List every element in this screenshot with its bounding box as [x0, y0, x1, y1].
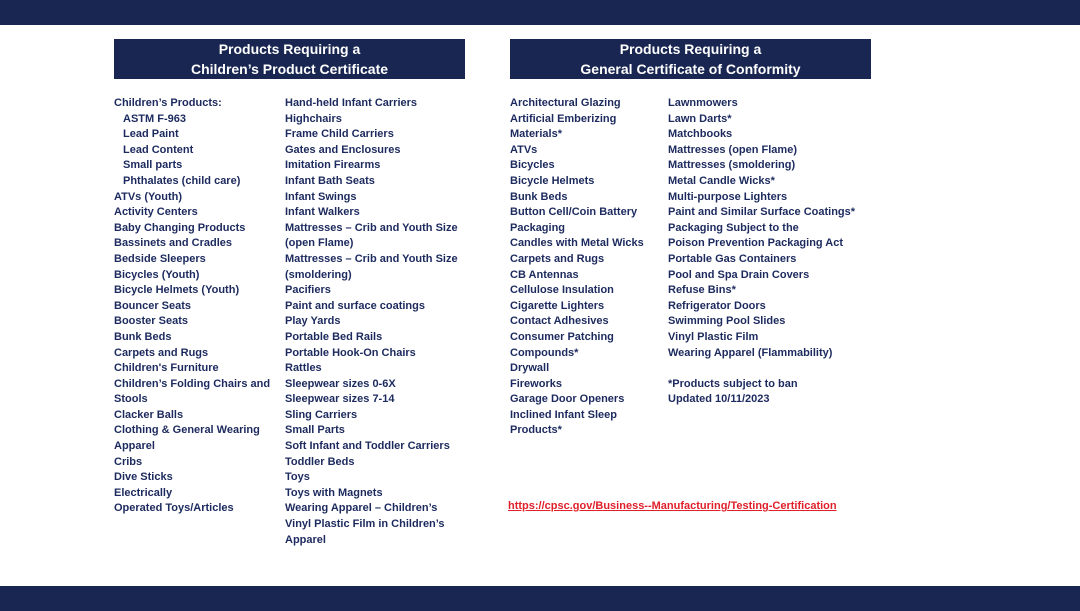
- list-item: Gates and Enclosures: [285, 143, 401, 156]
- list-item: Wearing Apparel – Children’s: [285, 502, 438, 515]
- list-item: Portable Hook-On Chairs: [285, 346, 416, 359]
- list-item: Infant Bath Seats: [285, 174, 375, 187]
- list-item: Infant Swings: [285, 190, 357, 203]
- ban-note: *Products subject to ban: [668, 377, 798, 390]
- list-item: Garage Door Openers: [510, 393, 625, 406]
- list-item: Clacker Balls: [114, 408, 184, 421]
- list-item: Pool and Spa Drain Covers: [668, 268, 810, 281]
- gcc-products-list-column-1: [510, 96, 660, 439]
- list-item: Lead Content: [123, 143, 194, 156]
- list-item: Bunk Beds: [510, 190, 568, 203]
- list-item: Bicycles (Youth): [114, 268, 200, 281]
- list-item: Contact Adhesives: [510, 315, 609, 328]
- list-item: Matchbooks: [668, 128, 733, 141]
- list-item: Small parts: [123, 159, 183, 172]
- list-item: Highchairs: [285, 112, 342, 125]
- list-item: CB Antennas: [510, 268, 579, 281]
- gcc-products-list-column-2: [668, 96, 868, 408]
- list-item: Artificial Emberizing: [510, 112, 617, 125]
- list-item: Rattles: [285, 362, 322, 375]
- list-item: Poison Prevention Packaging Act: [668, 237, 844, 250]
- header-line-1: Products Requiring a: [619, 41, 762, 57]
- list-item: Play Yards: [285, 315, 341, 328]
- cpsc-testing-certification-link[interactable]: https://cpsc.gov/Business--Manufacturing/Testing-Certification: [508, 500, 837, 512]
- list-item: Mattresses – Crib and Youth Size: [285, 252, 458, 265]
- list-item: Bedside Sleepers: [114, 252, 206, 265]
- list-item: Clothing & General Wearing: [114, 424, 260, 437]
- list-item: Portable Bed Rails: [285, 330, 383, 343]
- list-item: Apparel: [114, 440, 155, 453]
- list-item: Toys: [285, 471, 310, 484]
- list-item: Products*: [510, 424, 562, 437]
- list-item: Apparel: [285, 533, 326, 546]
- list-item: Packaging: [510, 221, 566, 234]
- list-item: ATVs: [510, 143, 538, 156]
- list-item: Imitation Firearms: [285, 159, 381, 172]
- bottom-banner-bar: [0, 586, 1080, 611]
- childrens-products-list-column-1: [114, 96, 279, 517]
- list-item: Hand-held Infant Carriers: [285, 97, 418, 109]
- list-item: Inclined Infant Sleep: [510, 408, 617, 421]
- list-item: Carpets and Rugs: [510, 252, 605, 265]
- list-item: Cellulose Insulation: [510, 284, 614, 297]
- list-item: Multi-purpose Lighters: [668, 190, 788, 203]
- list-item: (smoldering): [285, 268, 352, 281]
- list-item: Paint and Similar Surface Coatings*: [668, 206, 856, 219]
- list-item: Children’s Products:: [114, 97, 222, 109]
- list-item: Refrigerator Doors: [668, 299, 766, 312]
- list-item: Vinyl Plastic Film: [668, 330, 759, 343]
- general-certificate-header: [510, 39, 871, 79]
- list-item: Drywall: [510, 362, 550, 375]
- list-item: Mattresses (smoldering): [668, 159, 796, 172]
- list-item: Packaging Subject to the: [668, 221, 799, 234]
- list-item: Fireworks: [510, 377, 562, 390]
- header-line-2: Children’s Product Certificate: [190, 61, 389, 77]
- spacer: [668, 361, 868, 377]
- top-banner-bar: [0, 0, 1080, 25]
- list-item: Vinyl Plastic Film in Children’s: [285, 518, 445, 531]
- list-item: Bicycles: [510, 159, 555, 172]
- list-item: Booster Seats: [114, 315, 188, 328]
- list-item: Activity Centers: [114, 206, 198, 219]
- list-item: Candles with Metal Wicks: [510, 237, 644, 250]
- header-line-1: Products Requiring a: [218, 41, 361, 57]
- list-item: Paint and surface coatings: [285, 299, 425, 312]
- list-item: Pacifiers: [285, 284, 331, 297]
- list-item: Stools: [114, 393, 148, 406]
- list-item: Architectural Glazing: [510, 97, 621, 109]
- childrens-product-certificate-header: [114, 39, 465, 79]
- list-item: Soft Infant and Toddler Carriers: [285, 440, 450, 453]
- list-item: Toys with Magnets: [285, 486, 383, 499]
- list-item: Children’s Folding Chairs and: [114, 377, 271, 390]
- list-item: Portable Gas Containers: [668, 252, 797, 265]
- list-item: ATVs (Youth): [114, 190, 183, 203]
- list-item: Wearing Apparel (Flammability): [668, 346, 833, 359]
- list-item: Lawn Darts*: [668, 112, 732, 125]
- list-item: Sling Carriers: [285, 408, 358, 421]
- list-item: Bouncer Seats: [114, 299, 192, 312]
- list-item: Electrically: [114, 486, 173, 499]
- list-item: Frame Child Carriers: [285, 128, 394, 141]
- list-item: Bassinets and Cradles: [114, 237, 232, 250]
- list-item: Bunk Beds: [114, 330, 172, 343]
- list-item: Mattresses (open Flame): [668, 143, 797, 156]
- list-item: Sleepwear sizes 0-6X: [285, 377, 396, 390]
- list-item: Lawnmowers: [668, 97, 738, 109]
- list-item: Lead Paint: [123, 128, 179, 141]
- list-item: Phthalates (child care): [123, 174, 241, 187]
- header-line-2: General Certificate of Conformity: [580, 61, 801, 77]
- list-item: Cigarette Lighters: [510, 299, 605, 312]
- list-item: ASTM F-963: [123, 112, 186, 125]
- updated-date: Updated 10/11/2023: [668, 393, 770, 406]
- list-item: Swimming Pool Slides: [668, 315, 786, 328]
- list-item: Button Cell/Coin Battery: [510, 206, 638, 219]
- list-item: Children's Furniture: [114, 362, 219, 375]
- list-item: Compounds*: [510, 346, 579, 359]
- list-item: Refuse Bins*: [668, 284, 736, 297]
- list-item: Bicycle Helmets (Youth): [114, 284, 240, 297]
- list-item: (open Flame): [285, 237, 354, 250]
- list-item: Carpets and Rugs: [114, 346, 209, 359]
- list-item: Small Parts: [285, 424, 345, 437]
- list-item: Bicycle Helmets: [510, 174, 595, 187]
- list-item: Toddler Beds: [285, 455, 355, 468]
- list-item: Infant Walkers: [285, 206, 360, 219]
- list-item: Dive Sticks: [114, 471, 173, 484]
- list-item: Metal Candle Wicks*: [668, 174, 775, 187]
- list-item: Operated Toys/Articles: [114, 502, 234, 515]
- list-item: Consumer Patching: [510, 330, 614, 343]
- list-item: Baby Changing Products: [114, 221, 246, 234]
- childrens-products-list-column-2: [285, 96, 470, 548]
- list-item: Sleepwear sizes 7-14: [285, 393, 395, 406]
- list-item: Materials*: [510, 128, 562, 141]
- list-item: Mattresses – Crib and Youth Size: [285, 221, 458, 234]
- list-item: Cribs: [114, 455, 143, 468]
